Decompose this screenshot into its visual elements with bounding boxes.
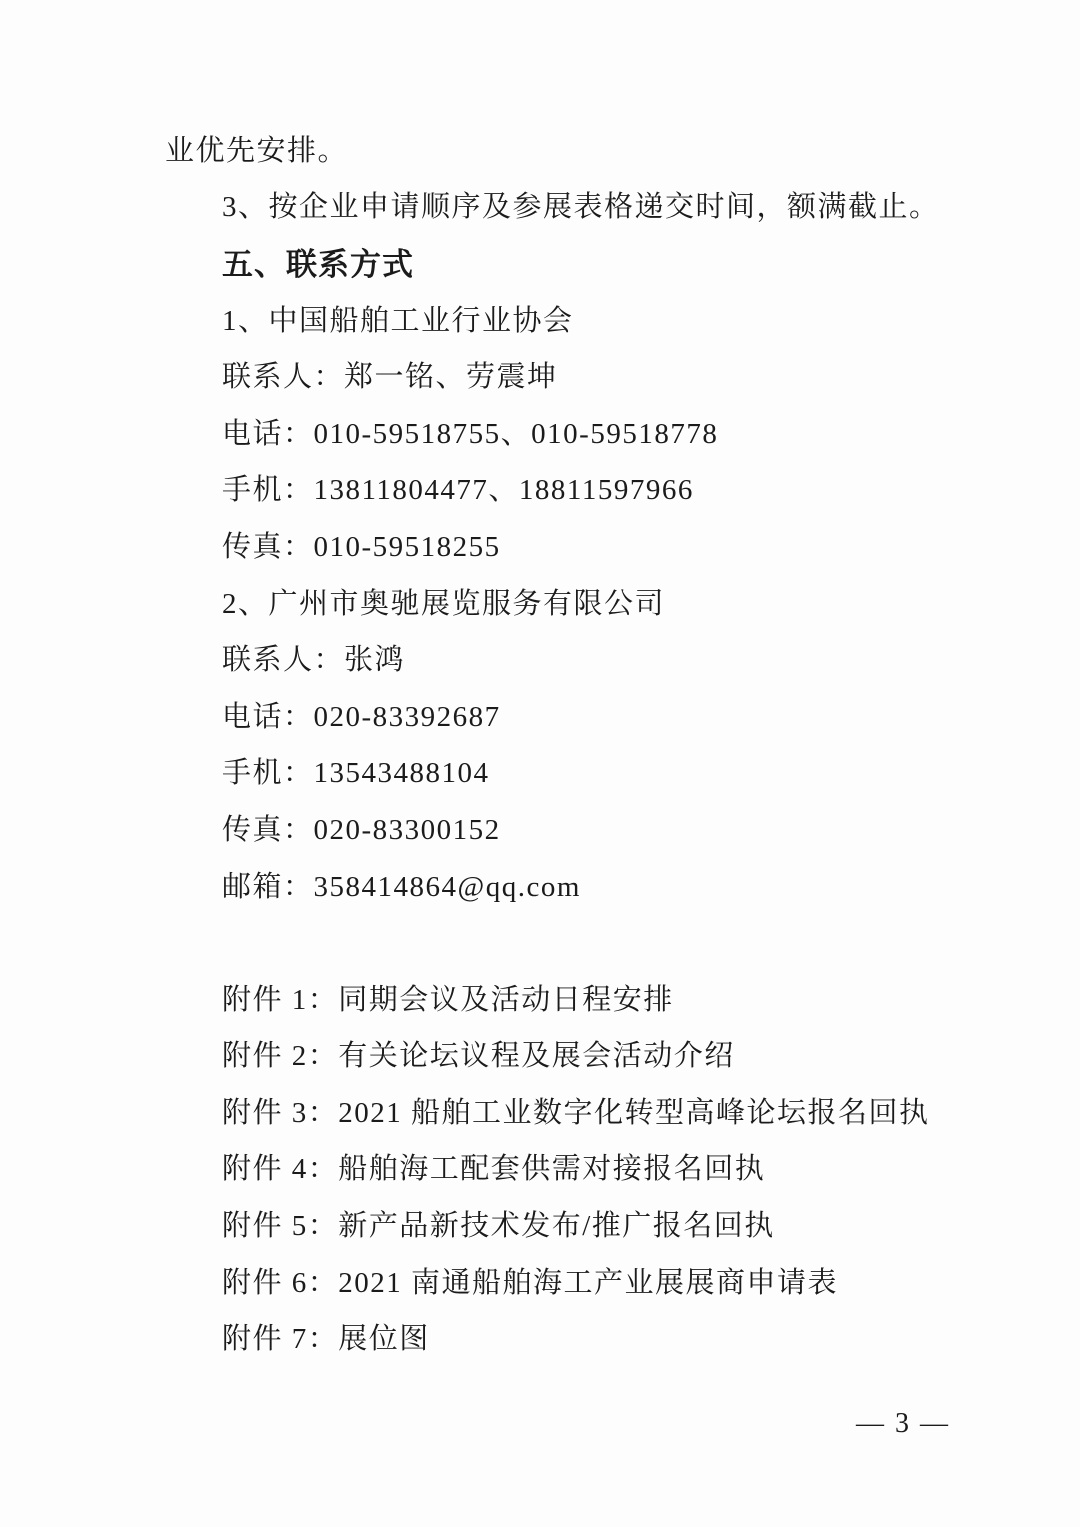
document-body xyxy=(165,120,955,1365)
contact2-email: 邮箱：358414864@qq.com xyxy=(222,870,581,903)
contact2-phone: 电话：020-83392687 xyxy=(222,700,501,733)
contact2-mobile: 手机：13543488104 xyxy=(222,757,490,790)
list-item-3: 3、按企业申请顺序及参展表格递交时间，额满截止。 xyxy=(222,191,940,224)
blank-line xyxy=(165,912,955,969)
contact1-fax: 传真：010-59518255 xyxy=(222,530,501,563)
attachment-item: 附件 4：船舶海工配套供需对接报名回执 xyxy=(222,1153,766,1186)
contact1-person: 联系人：郑一铭、劳震坤 xyxy=(222,361,558,394)
contact2-fax: 传真：020-83300152 xyxy=(222,813,501,846)
attachment-item: 附件 6：2021 南通船舶海工产业展展商申请表 xyxy=(222,1266,839,1299)
page-number: — 3 — xyxy=(856,1408,950,1439)
contact1-title: 1、中国船舶工业行业协会 xyxy=(222,304,574,337)
contact2-person: 联系人：张鸿 xyxy=(222,644,406,677)
section-heading-contact: 五、联系方式 xyxy=(222,246,414,282)
paragraph-continuation: 业优先安排。 xyxy=(165,134,349,167)
attachment-item: 附件 7：展位图 xyxy=(222,1323,430,1356)
attachment-item: 附件 3：2021 船舶工业数字化转型高峰论坛报名回执 xyxy=(222,1096,930,1129)
attachment-item: 附件 5：新产品新技术发布/推广报名回执 xyxy=(222,1210,775,1243)
attachment-item: 附件 2：有关论坛议程及展会活动介绍 xyxy=(222,1040,735,1073)
attachment-item: 附件 1：同期会议及活动日程安排 xyxy=(222,983,674,1016)
contact1-mobile: 手机：13811804477、18811597966 xyxy=(222,474,694,507)
contact2-title: 2、广州市奥驰展览服务有限公司 xyxy=(222,587,666,620)
contact1-phone: 电话：010-59518755、010-59518778 xyxy=(222,417,719,450)
